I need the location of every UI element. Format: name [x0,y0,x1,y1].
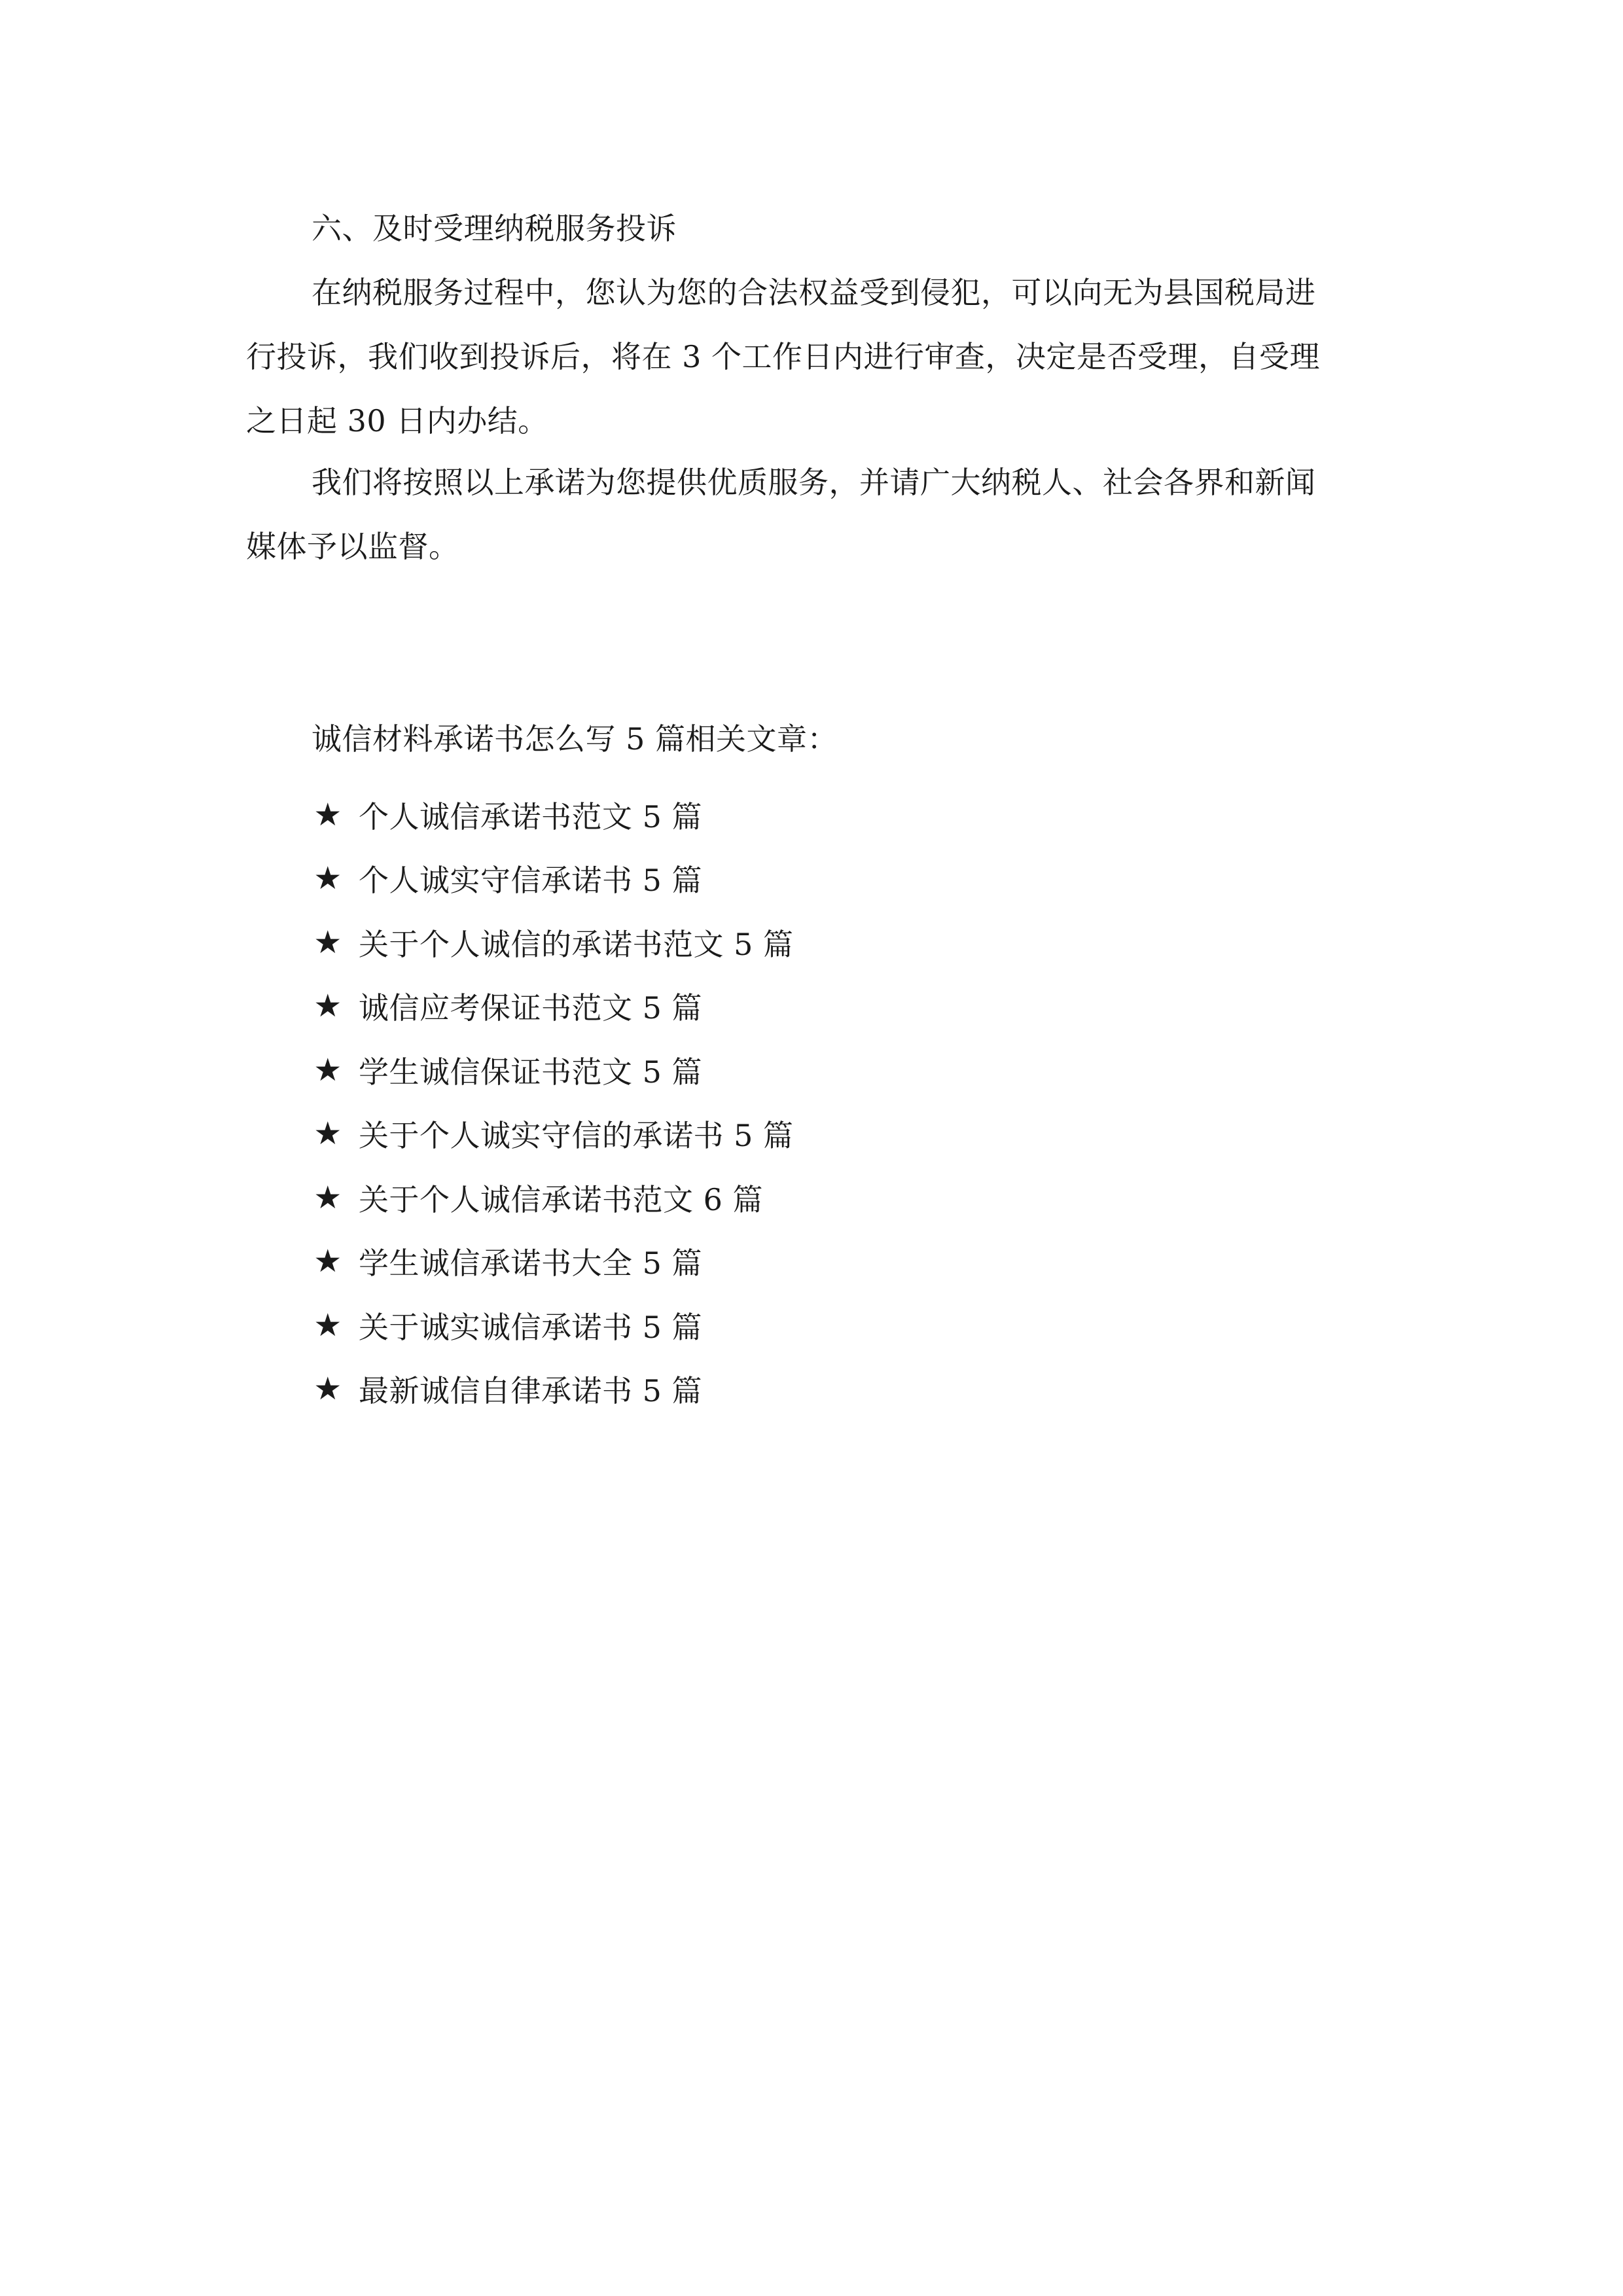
related-article-link[interactable] [312,1102,794,1166]
star-icon: ★ [313,1371,342,1408]
star-icon: ★ [313,860,342,897]
related-article-label: 个人诚实守信承诺书 5 篇 [359,863,703,899]
section-heading: 六、及时受理纳税服务投诉 [312,211,677,246]
related-article-link[interactable] [312,1166,794,1230]
related-article-link[interactable] [312,975,794,1039]
star-icon: ★ [313,1115,342,1153]
related-article-label: 关于个人诚实守信的承诺书 5 篇 [359,1118,794,1154]
related-articles-list [312,783,794,1421]
related-article-link[interactable] [312,1038,794,1102]
star-icon: ★ [313,1243,342,1280]
related-article-label: 学生诚信承诺书大全 5 篇 [359,1246,703,1282]
related-article-label: 诚信应考保证书范文 5 篇 [359,990,703,1026]
paragraph-line: 之日起 30 日内办结。 [246,403,548,439]
related-article-link[interactable] [312,1357,794,1422]
paragraph-line: 在纳税服务过程中，您认为您的合法权益受到侵犯，可以向无为县国税局进 [312,275,1316,310]
star-icon: ★ [313,796,342,833]
related-article-label: 关于个人诚信承诺书范文 6 篇 [359,1181,764,1217]
related-article-label: 个人诚信承诺书范文 5 篇 [359,798,703,834]
star-icon: ★ [313,1051,342,1088]
related-article-link[interactable] [312,847,794,911]
paragraph-commitment [246,450,1380,579]
related-article-link[interactable] [312,783,794,847]
related-article-label: 关于个人诚信的承诺书范文 5 篇 [359,926,794,962]
related-article-label: 最新诚信自律承诺书 5 篇 [359,1373,703,1409]
related-article-label: 关于诚实诚信承诺书 5 篇 [359,1309,703,1345]
related-article-link[interactable] [312,1293,794,1357]
paragraph-line: 我们将按照以上承诺为您提供优质服务，并请广大纳税人、社会各界和新闻 [312,465,1316,500]
star-icon: ★ [313,1306,342,1344]
paragraph-line: 媒体予以监督。 [246,529,459,564]
related-article-link[interactable] [312,1230,794,1294]
related-articles-title: 诚信材料承诺书怎么写 5 篇相关文章： [312,721,838,757]
star-icon: ★ [313,1179,342,1216]
paragraph-complaint [246,260,1380,453]
star-icon: ★ [313,924,342,961]
related-article-label: 学生诚信保证书范文 5 篇 [359,1054,703,1090]
star-icon: ★ [313,988,342,1025]
paragraph-line: 行投诉，我们收到投诉后，将在 3 个工作日内进行审查，决定是否受理，自受理 [246,339,1321,374]
related-article-link[interactable] [312,910,794,975]
